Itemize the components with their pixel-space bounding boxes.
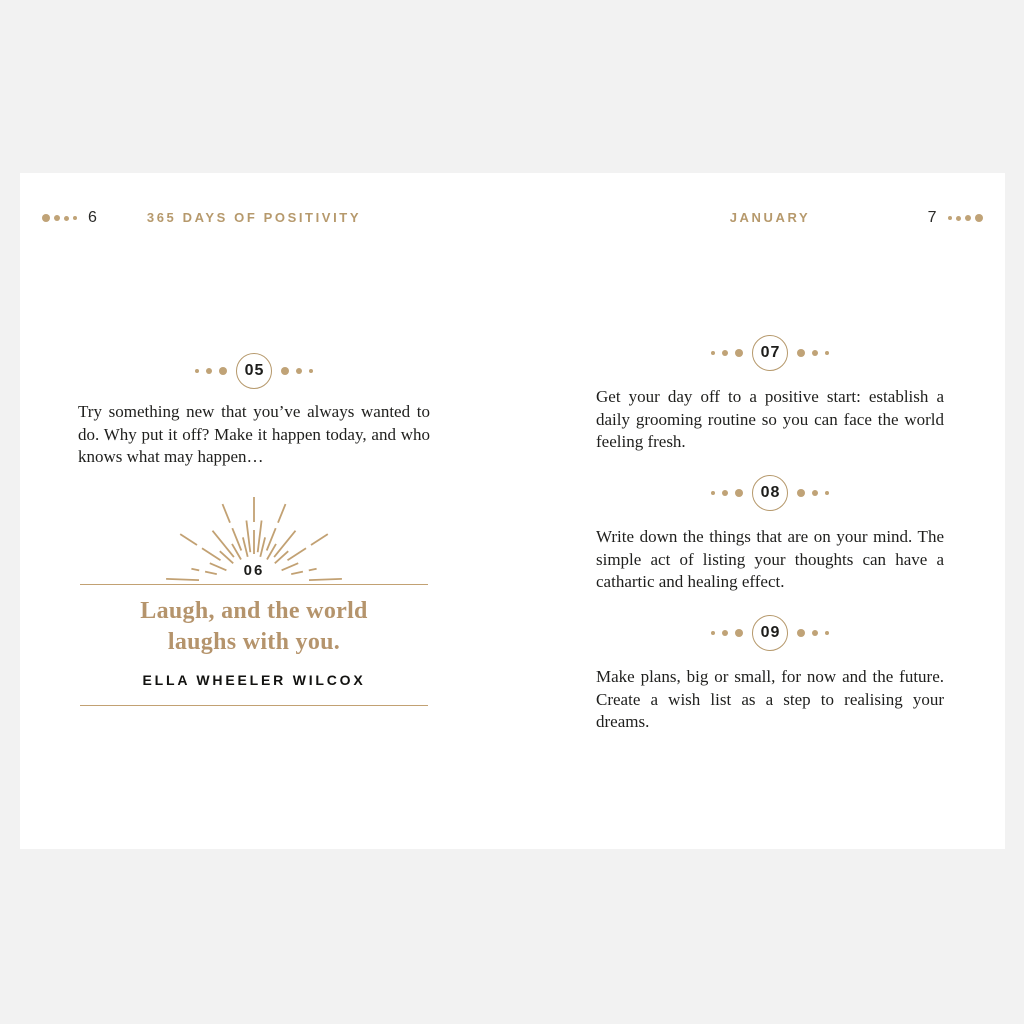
marker-dots-icon [797,629,829,637]
entry-08-text: Write down the things that are on your mind. The simple act of listing your thoughts can have a cathartic and healing effect. [596,527,944,591]
entry-06-marker [78,562,430,580]
entry-05-text: Try something new that you’ve always wanted to do. Why put it off? Make it happen today, and who knows what may happen… [78,402,430,466]
entry-06-quote: Laugh, and the world laughs with you. [140,598,368,655]
marker-dots-icon [281,367,313,375]
entry-number: 06 [234,562,275,579]
entry-number: 09 [760,624,781,641]
marker-dots-icon [711,489,743,497]
right-page-number: 7 [927,209,937,226]
entry-number-circle [752,335,788,371]
marker-dots-icon [711,349,743,357]
left-page-column [78,173,430,849]
right-page-column [596,173,944,849]
entry-09-text: Make plans, big or small, for now and the future. Create a wish list as a step to realising your dreams. [596,667,944,731]
left-running-head: 365 DAYS OF POSITIVITY [146,210,362,225]
marker-dots-icon [195,367,227,375]
marker-dots-icon [797,489,829,497]
divider-rule [80,705,428,706]
entry-09-marker [596,614,944,652]
folio-dots-icon [42,214,77,222]
left-page-number: 6 [88,209,98,226]
entry-number-circle [752,615,788,651]
folio-dots-icon [948,214,983,222]
entry-number: 05 [244,362,265,379]
entry-number-circle [236,353,272,389]
divider-rule [80,584,428,585]
entry-06-attribution: ELLA WHEELER WILCOX [142,672,366,688]
entry-05-marker [78,352,430,390]
entry-07-marker [596,334,944,372]
entry-number: 07 [760,344,781,361]
marker-dots-icon [711,629,743,637]
book-spread [20,173,1005,849]
marker-dots-icon [797,349,829,357]
entry-08-marker [596,474,944,512]
right-running-head: JANUARY [729,210,811,225]
entry-number-circle [752,475,788,511]
entry-number: 08 [760,484,781,501]
entry-07-text: Get your day off to a positive start: establish a daily grooming routine so you can face the world feeling fresh. [596,387,944,451]
